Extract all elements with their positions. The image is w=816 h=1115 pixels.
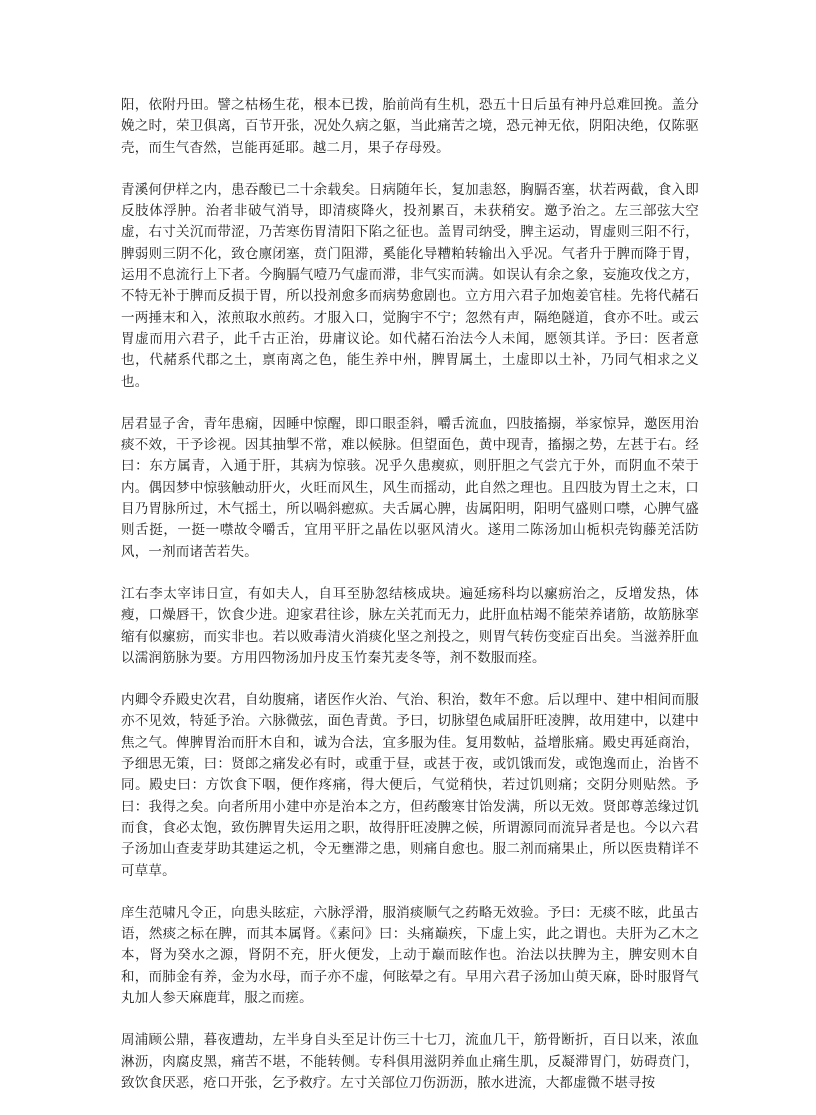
paragraph-7: 周浦顾公鼎，暮夜遭劫，左半身自头至足计伤三十七刀，流血几干，筋骨断折，百日以来，浓血淋沥，肉腐皮黑，痛苦不堪，不能转侧。专科俱用滋阴养血止痛生肌，反凝滞胃门，妨碍贲门，致饮食厌恶，疮口开张，乞予救疗。左寸关部位刀伤沥沥，脓水进流，大都虚微不堪寻按 xyxy=(121,1032,699,1091)
paragraph-3: 居君显子舍，青年患痫，因睡中惊醒，即口眼歪斜，嚼舌流血，四肢搐搦，举家惊异，邀医用治痰不效，干予诊视。因其抽掣不常，难以候脉。但望面色，黄中现青，搐搦之势，左甚于右。经曰：东方属青，入通于肝，其病为惊骇。况乎久患瘈疭，则肝胆之气尝亢于外，而阴血不荣于内。偶因梦中惊骇触动肝火，火旺而风生，风生而摇动，此自然之理也。且四肢为胃土之末，口目乃胃脉所过，木气摇土，所以喎斜瘛疭。夫舌属心脾，齿属阳明，阳明气盛则口噤，心脾气盛则舌挺，一挺一噤故令嚼舌，宜用平肝之晶佐以驱风清火。遂用二陈汤加山栀枳壳钩藤羌活防风，一剂而诸苦若失。 xyxy=(121,415,699,560)
paragraph-1: 阳，依附丹田。譬之枯杨生花，根本已拨，胎前尚有生机，恐五十日后虽有神丹总难回挽。盖分娩之时，荣卫俱离，百节开张，况处久病之躯，当此痛苦之境，恐元神无依，阴阳决绝，仅陈驱壳，而生气杳然，岂能再延耶。越二月，果子存母殁。 xyxy=(121,97,699,156)
paragraph-5: 内卿令乔殿史次君，自幼腹痛，诸医作火治、气治、积治，数年不愈。后以理中、建中相间而服亦不见效，特延予治。六脉微弦，面色青黄。予曰，切脉望色咸届肝旺凌脾，故用建中，以建中焦之气。俾脾胃治而肝木自和，诚为合法，宜多服为佳。复用数帖，益增胀痛。殿史再延商治，予细思无策，曰：贤郎之痛发必有时，或重于昼，或甚于夜，或饥饿而发，或饱逸而止，治皆不同。殿史曰：方饮食下咽，便作疼痛，得大便后，气觉稍快，若过饥则痛；交阴分则贴然。予曰：我得之矣。向者所用小建中亦是治本之方，但药酸寒甘饴发满，所以无效。贤郎尊恙缘过饥而食，食必太饱，致伤脾胃失运用之职，故得肝旺凌脾之候，所谓源同而流异者是也。今以六君子汤加山查麦芽助其建运之机，令无壅滞之患，则痛自愈也。服二剂而痛果止，所以医贵精详不可草草。 xyxy=(121,692,699,879)
text-column xyxy=(121,95,699,1115)
paragraph-4: 江右李太宰讳日宣，有如夫人，自耳至胁忽结核成块。遍延疡科均以瘰疬治之，反增发热，体瘦，口燥唇干，饮食少进。迎家君往诊，脉左关芤而无力，此肝血枯竭不能荣养诸筋，故筋脉挛缩有似瘰疬，而实非也。若以败毒清火消痰化坚之剂投之，则胃气转伤变症百出矣。当滋养肝血以濡润筋脉为要。方用四物汤加丹皮玉竹秦艽麦冬等，剂不数服而痊。 xyxy=(121,585,699,666)
paragraph-6: 庠生范啸凡令正，向患头眩症，六脉浮滑，服消痰顺气之药略无效验。予曰：无痰不眩，此虽古语，然痰之标在脾，而其本属肾。《素问》曰：头痛巅疾，下虚上实，此之谓也。夫肝为乙木之本，肾为癸水之源，肾阴不充，肝火便发，上动于巅而眩作也。治法以扶脾为主，脾安则木自和，而肺金有养，金为水母，而子亦不虚，何眩晕之有。早用六君子汤加山萸天麻，卧时服肾气丸加人参天麻鹿茸，服之而瘥。 xyxy=(121,904,699,1006)
paragraph-2: 青溪何伊样之内，患吞酸已二十余载矣。日病随年长，复加恚怒，胸膈否塞，状若两截，食入即反肢体浮肿。治者非破气消导，即清痰降火，投剂累百，未获稍安。邀予治之。左三部弦大空虚，右寸关沉而带涩，乃苦寒伤胃清阳下陷之征也。盖胃司纳受，脾主运动，胃虚则三阳不行，脾弱则三阴不化，致仓廪闭塞，贲门阻滞，奚能化导糟粕转输出入乎况。气者升于脾而降于胃，运用不息流行上下者。今胸膈气噎乃气虚而滞，非气实而满。如误认有余之象，妄施攻伐之方，不特无补于脾而反损于胃，所以投剂愈多而病势愈剧也。立方用六君子加炮姜官桂。先将代赭石一两捶末和入，浓煎取水煎药。才服入口，觉胸宇不宁；忽然有声，隔绝隧道，食亦不吐。或云胃虚而用六君子，此千古正治，毋庸议论。如代赭石治法今人未闻，愿领其详。予曰：医者意也，代赭系代郡之土，禀南离之色，能生养中州，脾胃属土，土虚即以土补，乃同气相求之义也。 xyxy=(121,181,699,390)
